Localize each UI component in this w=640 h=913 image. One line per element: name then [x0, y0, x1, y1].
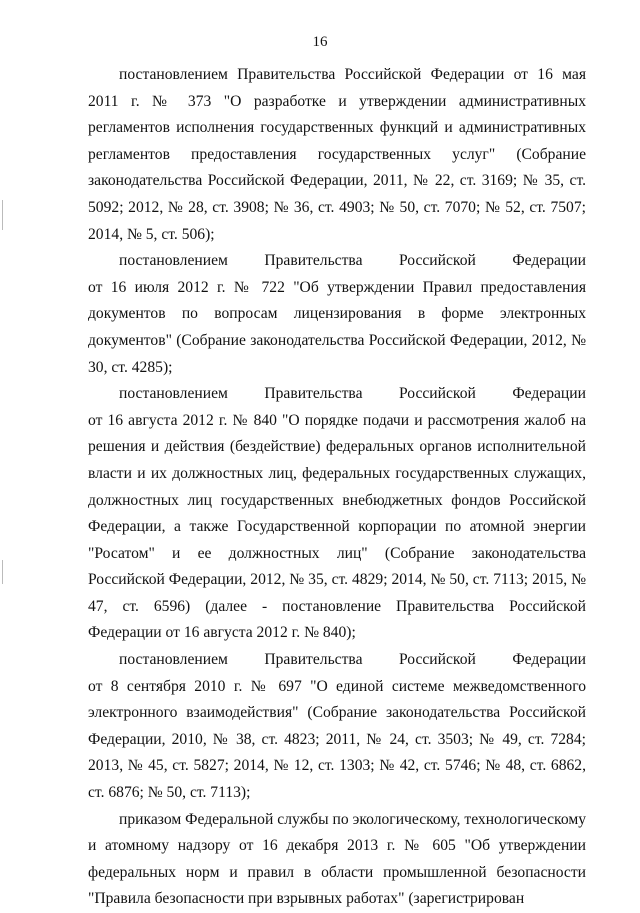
paragraph-text: от 16 июля 2012 г. № 722 "Об утверждении Правил предоставления документов по вопросам лицензирования в форме электронных документов" (Собрание законодательства Российской Федерации, 2012, № 30, ст. 4285);	[88, 278, 586, 376]
list-item-resolution-373: постановлением Правительства Российской Федерации от 16 мая 2011 г. № 373 "О разработке и утверждении административных регламентов исполнения государственных функций и административных регламентов предоставления государственных услуг" (Собрание законодательства Российской Федерации, 2011, № 22, ст. 3169; № 35, ст. 5092; 2012, № 28, ст. 3908; № 36, ст. 4903; № 50, ст. 7070; № 52, ст. 7507; 2014, № 5, ст. 506);	[88, 66, 586, 243]
paragraph-lead-line: постановлением Правительства Российской Федерации	[119, 252, 586, 270]
paragraph-lead-line: постановлением Правительства Российской Федерации	[119, 385, 586, 403]
list-item-order-605: приказом Федеральной службы по экологическому, технологическому и атомному надзору от 16 декабря 2013 г. № 605 "Об утверждении федеральных норм и правил в области промышленной безопасности "Правила безопасности при взрывных работах" (зарегистрирован	[88, 810, 586, 908]
paragraph-text: от 16 августа 2012 г. № 840 "О порядке подачи и рассмотрения жалоб на решения и действия (бездействие) федеральных органов исполнительной власти и их должностных лиц, федеральных государственных служащих, должностных лиц государственных внебюджетных фондов Российской Федерации, а также Государственной корпорации по атомной энергии "Росатом" и ее должностных лиц" (Собрание законодательства Российской Федерации, 2012, № 35, ст. 4829; 2014, № 50, ст. 7113; 2015, № 47, ст. 6596) (далее - постановление Правительства Российской Федерации от 16 августа 2012 г. № 840);	[88, 411, 586, 642]
list-item-resolution-722	[88, 248, 586, 381]
scan-edge-mark	[2, 200, 3, 230]
document-body	[88, 62, 586, 913]
paragraph-text: от 8 сентября 2010 г. № 697 "О единой системе межведомственного электронного взаимодействия" (Собрание законодательства Российской Федерации, 2010, № 38, ст. 4823; 2011, № 24, ст. 3503; № 49, ст. 7284; 2013, № 45, ст. 5827; 2014, № 12, ст. 1303; № 42, ст. 5746; № 48, ст. 6862, ст. 6876; № 50, ст. 7113);	[88, 677, 586, 802]
list-item-resolution-840	[88, 381, 586, 647]
list-item-resolution-697	[88, 647, 586, 807]
paragraph-lead-line: постановлением Правительства Российской Федерации	[119, 651, 586, 669]
page-number: 16	[312, 34, 328, 50]
scan-edge-mark	[2, 560, 3, 584]
